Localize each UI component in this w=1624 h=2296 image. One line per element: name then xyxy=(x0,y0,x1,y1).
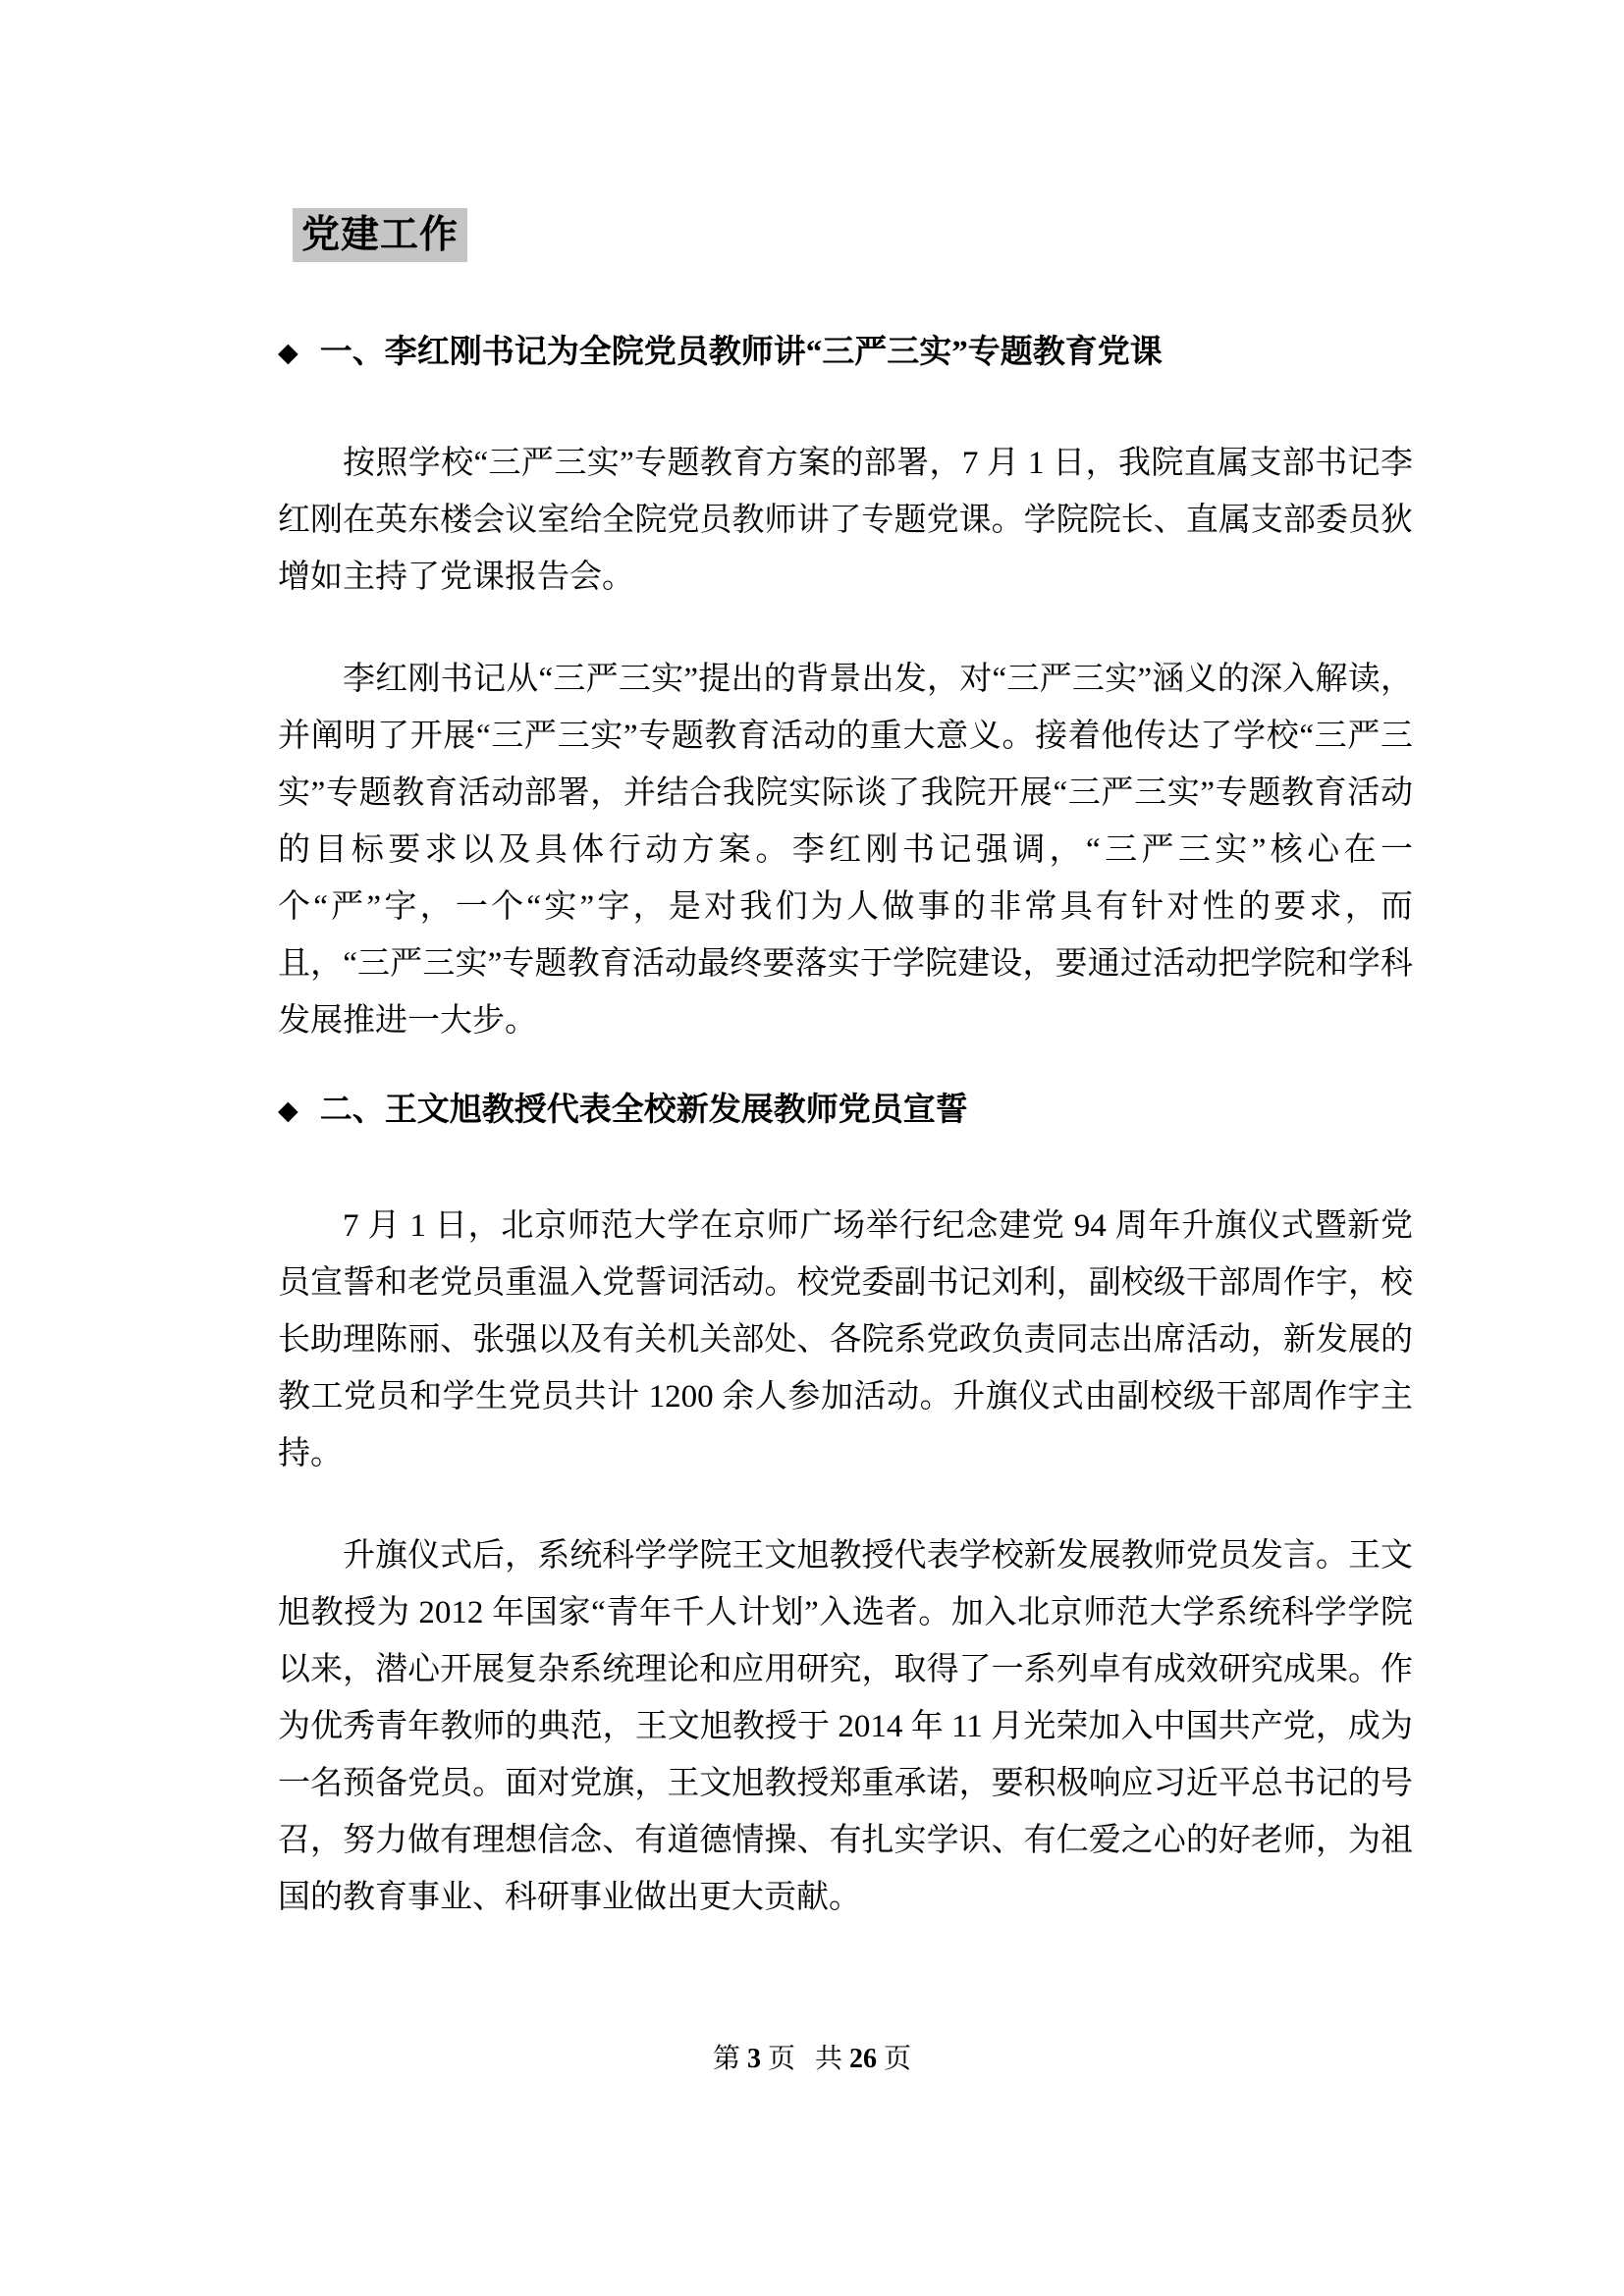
page-footer xyxy=(0,2044,1624,2075)
footer-page-number: 3 xyxy=(746,2044,761,2074)
document-body xyxy=(278,208,1413,1926)
footer-label-ye: 页 xyxy=(767,2044,795,2074)
diamond-bullet-icon: ◆ xyxy=(278,338,298,367)
section-2-paragraph-2: 升旗仪式后，系统科学学院王文旭教授代表学校新发展教师党员发言。王文旭教授为 2012 年国家“青年千人计划”入选者。加入北京师范大学系统科学学院以来，潜心开展复杂系统理论和应用研究，取得了一系列卓有成效研究成果。作为优秀青年教师的典范，王文旭教授于 2014 年 11 月光荣加入中国共产党，成为一名预备党员。面对党旗，王文旭教授郑重承诺，要积极响应习近平总书记的号召，努力做有理想信念、有道德情操、有扎实学识、有仁爱之心的好老师，为祖国的教育事业、科研事业做出更大贡献。 xyxy=(278,1538,1413,1915)
diamond-bullet-icon: ◆ xyxy=(278,1095,298,1125)
section-1-title-text: 一、李红刚书记为全院党员教师讲“三严三实”专题教育党课 xyxy=(319,335,1163,370)
footer-label-gong: 共 xyxy=(815,2044,843,2074)
page-title: 党建工作 xyxy=(293,208,467,262)
section-1-title xyxy=(278,332,1413,373)
section-1-paragraph-2: 李红刚书记从“三严三实”提出的背景出发，对“三严三实”涵义的深入解读，并阐明了开展“三严三实”专题教育活动的重大意义。接着他传达了学校“三严三实”专题教育活动部署，并结合我院实际谈了我院开展“三严三实”专题教育活动的目标要求以及具体行动方案。李红刚书记强调，“三严三实”核心在一个“严”字，一个“实”字，是对我们为人做事的非常具有针对性的要求，而且，“三严三实”专题教育活动最终要落实于学院建设，要通过活动把学院和学科发展推进一大步。 xyxy=(278,662,1413,1039)
section-2-paragraph-1: 7 月 1 日，北京师范大学在京师广场举行纪念建党 94 周年升旗仪式暨新党员宣誓和老党员重温入党誓词活动。校党委副书记刘利，副校级干部周作宇，校长助理陈丽、张强以及有关机关部处、各院系党政负责同志出席活动，新发展的教工党员和学生党员共计 1200 余人参加活动。升旗仪式由副校级干部周作宇主持。 xyxy=(278,1208,1413,1471)
footer-label-di: 第 xyxy=(712,2044,740,2074)
footer-total-pages: 26 xyxy=(849,2044,878,2074)
section-1-paragraph-1: 按照学校“三严三实”专题教育方案的部署，7 月 1 日，我院直属支部书记李红刚在英东楼会议室给全院党员教师讲了专题党课。学院院长、直属支部委员狄增如主持了党课报告会。 xyxy=(278,446,1413,595)
section-2-title-text: 二、王文旭教授代表全校新发展教师党员宣誓 xyxy=(319,1093,968,1128)
section-2-title xyxy=(278,1090,1413,1131)
heading-row xyxy=(278,208,1413,263)
footer-label-ye2: 页 xyxy=(884,2044,912,2074)
